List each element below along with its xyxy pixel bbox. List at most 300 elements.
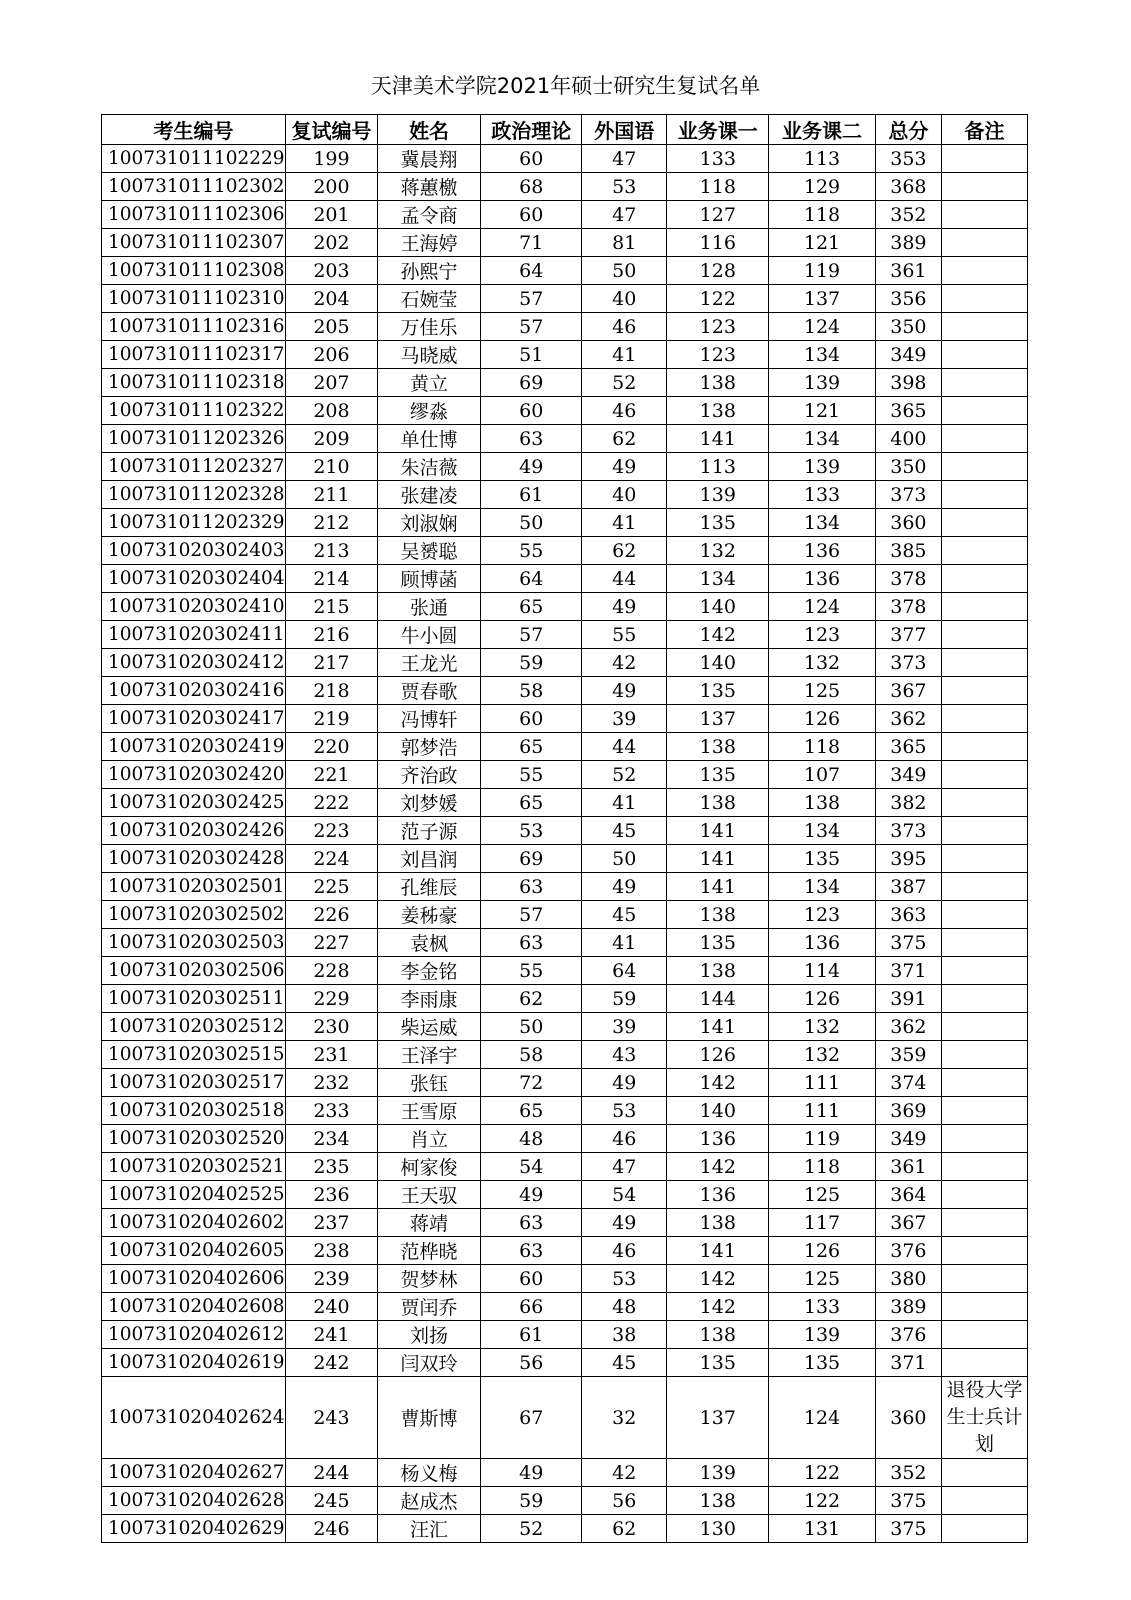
course-two-score-cell: 125 [769,1181,875,1209]
remarks-cell [942,537,1028,565]
header-name: 姓名 [377,115,480,145]
remarks-cell [942,145,1028,173]
course-two-score-cell: 139 [769,1321,875,1349]
name-cell: 朱洁薇 [377,453,480,481]
table-row [102,1125,1028,1153]
politics-score-cell: 71 [481,229,582,257]
politics-score-cell: 63 [481,929,582,957]
course-two-score-cell: 125 [769,677,875,705]
name-cell: 曹斯博 [377,1377,480,1459]
foreign-language-score-cell: 41 [582,341,667,369]
candidate-id-cell: 100731011102302 [102,173,286,201]
retest-number-cell: 233 [285,1097,377,1125]
candidate-id-cell: 100731020302518 [102,1097,286,1125]
course-one-score-cell: 132 [667,537,769,565]
candidate-id-cell: 100731020302425 [102,789,286,817]
course-two-score-cell: 124 [769,1377,875,1459]
header-retest-number: 复试编号 [285,115,377,145]
candidate-id-cell: 100731020402612 [102,1321,286,1349]
course-two-score-cell: 136 [769,537,875,565]
total-score-cell: 349 [875,761,941,789]
table-row [102,901,1028,929]
name-cell: 蒋靖 [377,1209,480,1237]
course-one-score-cell: 135 [667,509,769,537]
course-two-score-cell: 139 [769,369,875,397]
table-row [102,621,1028,649]
table-row [102,341,1028,369]
total-score-cell: 385 [875,537,941,565]
name-cell: 郭梦浩 [377,733,480,761]
course-one-score-cell: 135 [667,1349,769,1377]
course-two-score-cell: 114 [769,957,875,985]
remarks-cell [942,341,1028,369]
total-score-cell: 349 [875,1125,941,1153]
total-score-cell: 378 [875,593,941,621]
foreign-language-score-cell: 49 [582,677,667,705]
candidate-id-cell: 100731020302515 [102,1041,286,1069]
politics-score-cell: 58 [481,1041,582,1069]
course-one-score-cell: 141 [667,425,769,453]
foreign-language-score-cell: 49 [582,593,667,621]
course-one-score-cell: 139 [667,1459,769,1487]
course-one-score-cell: 118 [667,173,769,201]
retest-number-cell: 225 [285,873,377,901]
candidate-id-cell: 100731020402606 [102,1265,286,1293]
table-row [102,1487,1028,1515]
total-score-cell: 364 [875,1181,941,1209]
table-row [102,425,1028,453]
remarks-cell [942,593,1028,621]
remarks-cell [942,565,1028,593]
table-row [102,957,1028,985]
table-row [102,565,1028,593]
course-two-score-cell: 121 [769,397,875,425]
table-row [102,1097,1028,1125]
name-cell: 刘扬 [377,1321,480,1349]
total-score-cell: 374 [875,1069,941,1097]
course-one-score-cell: 122 [667,285,769,313]
candidate-id-cell: 100731011102310 [102,285,286,313]
table-row [102,397,1028,425]
politics-score-cell: 68 [481,173,582,201]
politics-score-cell: 64 [481,565,582,593]
name-cell: 蒋蕙檄 [377,173,480,201]
course-one-score-cell: 144 [667,985,769,1013]
total-score-cell: 387 [875,873,941,901]
politics-score-cell: 59 [481,649,582,677]
remarks-cell [942,1041,1028,1069]
retest-number-cell: 221 [285,761,377,789]
politics-score-cell: 50 [481,1013,582,1041]
name-cell: 齐治政 [377,761,480,789]
retest-number-cell: 236 [285,1181,377,1209]
header-foreign-language: 外国语 [582,115,667,145]
candidate-id-cell: 100731020302426 [102,817,286,845]
foreign-language-score-cell: 40 [582,285,667,313]
total-score-cell: 373 [875,817,941,845]
course-two-score-cell: 126 [769,705,875,733]
foreign-language-score-cell: 45 [582,1349,667,1377]
foreign-language-score-cell: 59 [582,985,667,1013]
course-one-score-cell: 135 [667,677,769,705]
course-two-score-cell: 111 [769,1069,875,1097]
retest-number-cell: 203 [285,257,377,285]
course-one-score-cell: 128 [667,257,769,285]
retest-number-cell: 245 [285,1487,377,1515]
name-cell: 冯博轩 [377,705,480,733]
retest-number-cell: 232 [285,1069,377,1097]
course-two-score-cell: 138 [769,789,875,817]
foreign-language-score-cell: 47 [582,201,667,229]
retest-number-cell: 214 [285,565,377,593]
remarks-cell: 退役大学生士兵计划 [942,1377,1028,1459]
course-one-score-cell: 134 [667,565,769,593]
retest-number-cell: 210 [285,453,377,481]
retest-number-cell: 226 [285,901,377,929]
remarks-cell [942,1097,1028,1125]
course-one-score-cell: 123 [667,313,769,341]
name-cell: 万佳乐 [377,313,480,341]
politics-score-cell: 52 [481,1515,582,1543]
table-row [102,733,1028,761]
foreign-language-score-cell: 47 [582,145,667,173]
name-cell: 吴赟聪 [377,537,480,565]
name-cell: 柯家俊 [377,1153,480,1181]
remarks-cell [942,509,1028,537]
remarks-cell [942,285,1028,313]
course-two-score-cell: 118 [769,1153,875,1181]
foreign-language-score-cell: 44 [582,733,667,761]
foreign-language-score-cell: 41 [582,929,667,957]
table-row [102,677,1028,705]
course-one-score-cell: 138 [667,1487,769,1515]
candidate-id-cell: 100731020402608 [102,1293,286,1321]
course-two-score-cell: 125 [769,1265,875,1293]
course-two-score-cell: 119 [769,1125,875,1153]
candidate-id-cell: 100731011202328 [102,481,286,509]
foreign-language-score-cell: 32 [582,1377,667,1459]
candidate-id-cell: 100731011102229 [102,145,286,173]
page-title: 天津美术学院2021年硕士研究生复试名单 [370,74,761,98]
candidate-id-cell: 100731020402619 [102,1349,286,1377]
foreign-language-score-cell: 42 [582,649,667,677]
candidate-id-cell: 100731011202329 [102,509,286,537]
course-one-score-cell: 141 [667,845,769,873]
retest-number-cell: 205 [285,313,377,341]
total-score-cell: 380 [875,1265,941,1293]
remarks-cell [942,1293,1028,1321]
remarks-cell [942,845,1028,873]
politics-score-cell: 55 [481,957,582,985]
candidate-id-cell: 100731020302520 [102,1125,286,1153]
course-one-score-cell: 138 [667,1321,769,1349]
foreign-language-score-cell: 40 [582,481,667,509]
candidate-id-cell: 100731020302512 [102,1013,286,1041]
foreign-language-score-cell: 62 [582,537,667,565]
politics-score-cell: 61 [481,1321,582,1349]
politics-score-cell: 61 [481,481,582,509]
retest-number-cell: 218 [285,677,377,705]
total-score-cell: 361 [875,1153,941,1181]
table-row [102,481,1028,509]
foreign-language-score-cell: 44 [582,565,667,593]
name-cell: 牛小圆 [377,621,480,649]
total-score-cell: 376 [875,1321,941,1349]
name-cell: 袁枫 [377,929,480,957]
name-cell: 石婉莹 [377,285,480,313]
total-score-cell: 369 [875,1097,941,1125]
candidate-id-cell: 100731020402627 [102,1459,286,1487]
name-cell: 姜秭豪 [377,901,480,929]
course-one-score-cell: 139 [667,481,769,509]
course-one-score-cell: 138 [667,1209,769,1237]
total-score-cell: 395 [875,845,941,873]
candidate-id-cell: 100731020302517 [102,1069,286,1097]
table-row [102,1237,1028,1265]
politics-score-cell: 54 [481,1153,582,1181]
table-row [102,1293,1028,1321]
course-one-score-cell: 142 [667,1069,769,1097]
header-total: 总分 [875,115,941,145]
course-one-score-cell: 138 [667,901,769,929]
candidate-id-cell: 100731020302501 [102,873,286,901]
total-score-cell: 375 [875,1515,941,1543]
name-cell: 王泽宇 [377,1041,480,1069]
foreign-language-score-cell: 49 [582,873,667,901]
total-score-cell: 360 [875,509,941,537]
course-two-score-cell: 139 [769,453,875,481]
politics-score-cell: 63 [481,425,582,453]
remarks-cell [942,761,1028,789]
candidate-id-cell: 100731020402629 [102,1515,286,1543]
course-two-score-cell: 136 [769,565,875,593]
course-one-score-cell: 138 [667,733,769,761]
table-row [102,173,1028,201]
header-candidate-id: 考生编号 [102,115,286,145]
table-row [102,873,1028,901]
total-score-cell: 368 [875,173,941,201]
politics-score-cell: 60 [481,397,582,425]
name-cell: 范子源 [377,817,480,845]
header-row [102,115,1028,145]
remarks-cell [942,733,1028,761]
retest-number-cell: 212 [285,509,377,537]
course-two-score-cell: 135 [769,845,875,873]
table-row [102,1377,1028,1459]
name-cell: 贾闰乔 [377,1293,480,1321]
table-row [102,929,1028,957]
politics-score-cell: 67 [481,1377,582,1459]
course-two-score-cell: 119 [769,257,875,285]
name-cell: 范桦晓 [377,1237,480,1265]
total-score-cell: 359 [875,1041,941,1069]
course-two-score-cell: 124 [769,593,875,621]
total-score-cell: 391 [875,985,941,1013]
politics-score-cell: 65 [481,789,582,817]
table-row [102,1153,1028,1181]
foreign-language-score-cell: 53 [582,1265,667,1293]
foreign-language-score-cell: 42 [582,1459,667,1487]
course-two-score-cell: 113 [769,145,875,173]
foreign-language-score-cell: 46 [582,397,667,425]
course-one-score-cell: 138 [667,397,769,425]
name-cell: 柴运威 [377,1013,480,1041]
retest-number-cell: 211 [285,481,377,509]
foreign-language-score-cell: 46 [582,313,667,341]
total-score-cell: 377 [875,621,941,649]
total-score-cell: 352 [875,1459,941,1487]
table-row [102,985,1028,1013]
course-one-score-cell: 136 [667,1181,769,1209]
foreign-language-score-cell: 46 [582,1237,667,1265]
politics-score-cell: 72 [481,1069,582,1097]
table-row [102,845,1028,873]
foreign-language-score-cell: 45 [582,901,667,929]
candidate-id-cell: 100731020302521 [102,1153,286,1181]
politics-score-cell: 57 [481,621,582,649]
remarks-cell [942,425,1028,453]
total-score-cell: 373 [875,481,941,509]
remarks-cell [942,1487,1028,1515]
table-row [102,649,1028,677]
remarks-cell [942,873,1028,901]
remarks-cell [942,929,1028,957]
course-one-score-cell: 126 [667,1041,769,1069]
retest-number-cell: 207 [285,369,377,397]
course-one-score-cell: 141 [667,1013,769,1041]
remarks-cell [942,1209,1028,1237]
retest-number-cell: 230 [285,1013,377,1041]
course-one-score-cell: 138 [667,789,769,817]
table-row [102,1041,1028,1069]
header-course-one: 业务课一 [667,115,769,145]
course-one-score-cell: 142 [667,621,769,649]
foreign-language-score-cell: 49 [582,1209,667,1237]
course-two-score-cell: 118 [769,733,875,761]
retest-number-cell: 243 [285,1377,377,1459]
course-two-score-cell: 132 [769,1013,875,1041]
politics-score-cell: 66 [481,1293,582,1321]
foreign-language-score-cell: 49 [582,1069,667,1097]
course-one-score-cell: 137 [667,705,769,733]
retest-number-cell: 208 [285,397,377,425]
table-row [102,285,1028,313]
table-row [102,1069,1028,1097]
course-two-score-cell: 137 [769,285,875,313]
candidate-id-cell: 100731011102306 [102,201,286,229]
foreign-language-score-cell: 39 [582,1013,667,1041]
name-cell: 刘淑娴 [377,509,480,537]
politics-score-cell: 63 [481,1237,582,1265]
course-one-score-cell: 141 [667,817,769,845]
course-one-score-cell: 142 [667,1293,769,1321]
header-course-two: 业务课二 [769,115,875,145]
name-cell: 张建凌 [377,481,480,509]
name-cell: 马晓威 [377,341,480,369]
candidate-id-cell: 100731020302428 [102,845,286,873]
name-cell: 闫双玲 [377,1349,480,1377]
course-one-score-cell: 127 [667,201,769,229]
candidate-id-cell: 100731020302420 [102,761,286,789]
remarks-cell [942,369,1028,397]
course-one-score-cell: 135 [667,929,769,957]
retest-number-cell: 200 [285,173,377,201]
retest-number-cell: 202 [285,229,377,257]
politics-score-cell: 56 [481,1349,582,1377]
remarks-cell [942,1013,1028,1041]
name-cell: 李金铭 [377,957,480,985]
name-cell: 黄立 [377,369,480,397]
politics-score-cell: 60 [481,201,582,229]
total-score-cell: 371 [875,1349,941,1377]
retest-number-cell: 229 [285,985,377,1013]
foreign-language-score-cell: 49 [582,453,667,481]
name-cell: 贾春歌 [377,677,480,705]
candidate-id-cell: 100731011102308 [102,257,286,285]
course-two-score-cell: 122 [769,1487,875,1515]
retest-number-cell: 237 [285,1209,377,1237]
candidate-id-cell: 100731020302403 [102,537,286,565]
retest-number-cell: 228 [285,957,377,985]
politics-score-cell: 53 [481,817,582,845]
remarks-cell [942,677,1028,705]
table-row [102,453,1028,481]
table-row [102,1265,1028,1293]
candidate-id-cell: 100731011102318 [102,369,286,397]
candidate-id-cell: 100731020402628 [102,1487,286,1515]
course-two-score-cell: 134 [769,817,875,845]
table-row [102,593,1028,621]
course-two-score-cell: 129 [769,173,875,201]
politics-score-cell: 55 [481,761,582,789]
total-score-cell: 365 [875,733,941,761]
politics-score-cell: 65 [481,1097,582,1125]
remarks-cell [942,1265,1028,1293]
name-cell: 汪汇 [377,1515,480,1543]
name-cell: 孙熙宁 [377,257,480,285]
retest-number-cell: 219 [285,705,377,733]
retest-number-cell: 227 [285,929,377,957]
foreign-language-score-cell: 53 [582,1097,667,1125]
name-cell: 孔维辰 [377,873,480,901]
table-row [102,201,1028,229]
foreign-language-score-cell: 62 [582,1515,667,1543]
politics-score-cell: 63 [481,873,582,901]
total-score-cell: 373 [875,649,941,677]
table-row [102,1181,1028,1209]
course-two-score-cell: 134 [769,873,875,901]
name-cell: 张钰 [377,1069,480,1097]
retest-number-cell: 235 [285,1153,377,1181]
course-two-score-cell: 118 [769,201,875,229]
course-two-score-cell: 123 [769,901,875,929]
candidate-id-cell: 100731020302502 [102,901,286,929]
candidate-id-cell: 100731020302411 [102,621,286,649]
politics-score-cell: 57 [481,901,582,929]
foreign-language-score-cell: 48 [582,1293,667,1321]
name-cell: 肖立 [377,1125,480,1153]
politics-score-cell: 60 [481,705,582,733]
candidate-id-cell: 100731020402525 [102,1181,286,1209]
remarks-cell [942,1349,1028,1377]
course-one-score-cell: 140 [667,593,769,621]
course-two-score-cell: 132 [769,649,875,677]
course-two-score-cell: 121 [769,229,875,257]
total-score-cell: 375 [875,929,941,957]
course-two-score-cell: 131 [769,1515,875,1543]
foreign-language-score-cell: 41 [582,789,667,817]
candidate-id-cell: 100731011102316 [102,313,286,341]
